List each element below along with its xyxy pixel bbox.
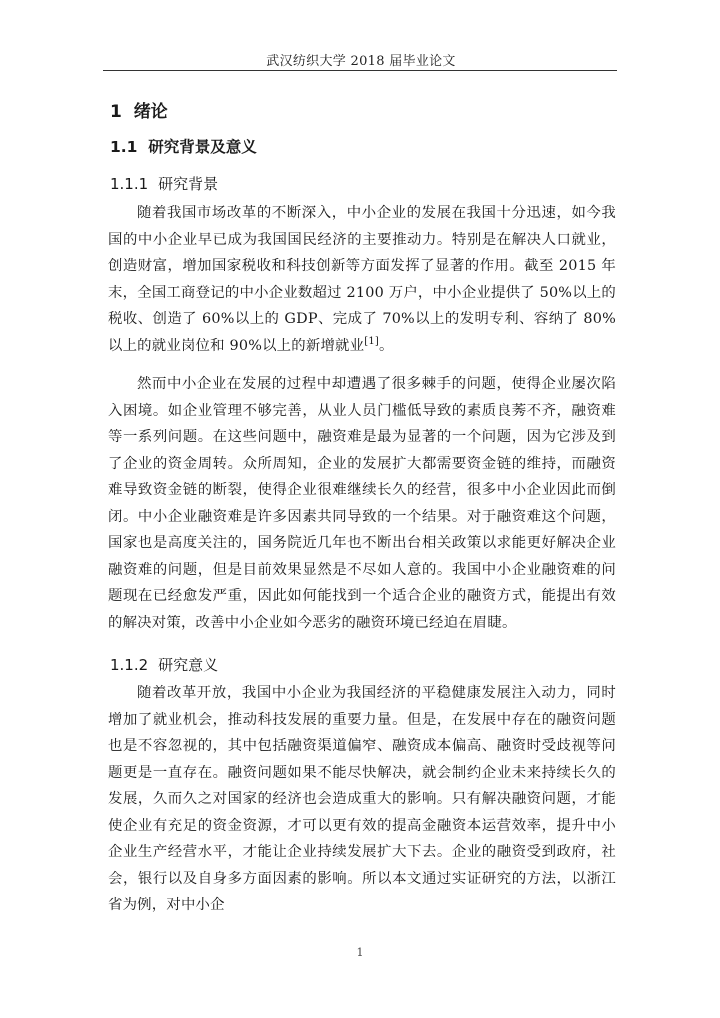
subsection-title: 研究背景 [158,175,219,193]
running-header: 武汉纺织大学 2018 届毕业论文 [266,54,456,69]
paragraph-end: 。 [379,337,394,354]
subsection-title: 研究意义 [158,656,219,674]
body-paragraph [108,200,616,359]
section-heading [110,135,257,157]
body-paragraph: 随着改革开放，我国中小企业为我国经济的平稳健康发展注入动力，同时增加了就业机会，推动科技发展的重要力量。但是，在发展中存在的融资问题也是不容忽视的，其中包括融资渠道偏窄、融资成本偏高、融资时受歧视等问题更是一直存在。融资问题如果不能尽快解决，就会制约企业未来持续长久的发展，久而久之对国家的经济也会造成重大的影响。只有解决融资问题，才能使企业有充足的资金资源，才可以更有效的提高金融资本运营效率，提升中小企业生产经营水平，才能让企业持续发展扩大下去。企业的融资受到政府，社会，银行以及自身多方面因素的影响。所以本文通过实证研究的方法，以浙江省为例，对中小企 [108,685,616,913]
section-title: 研究背景及意义 [148,138,257,156]
subsection-number: 1.1.1 [110,175,149,193]
citation-ref: [1] [364,335,379,347]
subsection-heading-2 [110,654,218,675]
subsection-heading-1 [110,173,218,194]
chapter-heading [110,97,168,122]
chapter-number: 1 [110,102,122,122]
subsection-number: 1.1.2 [110,656,149,674]
section-number: 1.1 [110,138,138,156]
page-number: 1 [356,946,364,959]
chapter-title: 绪论 [133,102,168,122]
header-rule [103,70,617,71]
paragraph-text: 随着我国市场改革的不断深入，中小企业的发展在我国十分迅速，如今我国的中小企业早已成为我国国民经济的主要推动力。特别是在解决人口就业，创造财富，增加国家税收和科技创新等方面发挥了显著的作用。截至 2015 年末，全国工商登记的中小企业数超过 2100 万户，中小企业提供了 50%以上的税收、创造了 60%以上的 GDP、完成了 70%以上的发明专利、容纳了 80%以上的就业岗位和 90%以上的新增就业 [108,205,616,354]
body-paragraph: 然而中小企业在发展的过程中却遭遇了很多棘手的问题，使得企业屡次陷入困境。如企业管理不够完善，从业人员门槛低导致的素质良莠不齐，融资难等一系列问题。在这些问题中，融资难是最为显著的一个问题，因为它涉及到了企业的资金周转。众所周知，企业的发展扩大都需要资金链的维持，而融资难导致资金链的断裂，使得企业很难继续长久的经营，很多中小企业因此而倒闭。中小企业融资难是许多因素共同导致的一个结果。对于融资难这个问题，国家也是高度关注的，国务院近几年也不断出台相关政策以求能更好解决企业融资难的问题，但是目前效果显然是不尽如人意的。我国中小企业融资难的问题现在已经愈发严重，因此如何能找到一个适合企业的融资方式，能提出有效的解决对策，改善中小企业如今恶劣的融资环境已经迫在眉睫。 [108,376,616,631]
